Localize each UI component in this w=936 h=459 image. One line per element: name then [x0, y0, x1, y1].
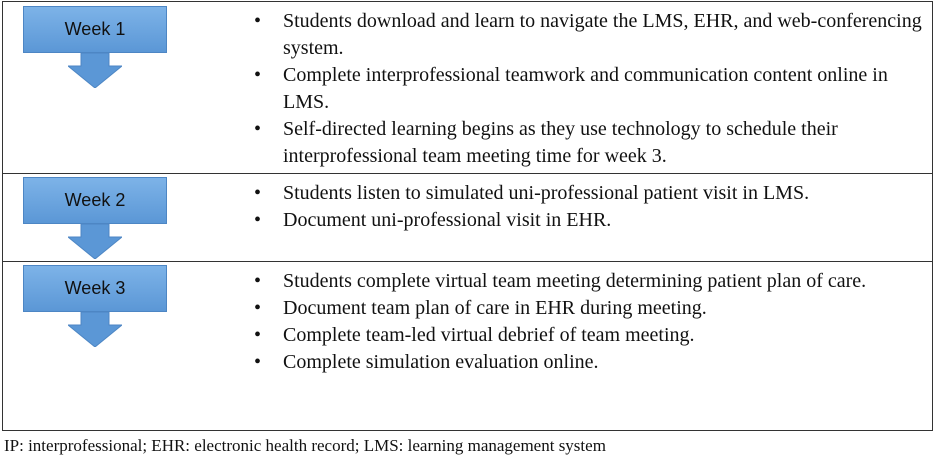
activity-item: • Students complete virtual team meeting determining patient plan of care.	[249, 268, 925, 295]
activity-item: • Complete interprofessional teamwork and communication content online in LMS.	[254, 64, 888, 113]
activity-item: • Students download and learn to navigate the LMS, EHR, and web-conferencing system.	[254, 10, 922, 59]
bullet-icon: •	[254, 64, 262, 86]
activity-item: • Complete team-led virtual debrief of team meeting.	[249, 322, 925, 349]
week-3-label: Week 3	[23, 265, 167, 312]
activity-item: • Complete simulation evaluation online.	[249, 349, 925, 376]
week-3-activities	[249, 268, 925, 376]
bullet-icon: •	[254, 118, 262, 140]
week-2-activities	[249, 180, 925, 234]
bullet-icon: •	[254, 10, 262, 32]
week-row-3	[3, 261, 932, 429]
abbreviations-footnote: IP: interprofessional; EHR: electronic health record; LMS: learning management system	[4, 436, 606, 455]
week-row-1	[3, 2, 932, 173]
week-row-2	[3, 173, 932, 261]
bullet-icon: •	[254, 297, 262, 319]
activity-item: • Document uni-professional visit in EHR.	[249, 207, 925, 234]
activity-item: • Self-directed learning begins as they use technology to schedule their interprofessional team meeting time for week 3.	[254, 118, 838, 167]
down-arrow-icon	[68, 224, 122, 259]
activity-item: • Students listen to simulated uni-professional patient visit in LMS.	[249, 180, 925, 207]
down-arrow-icon	[68, 53, 122, 88]
bullet-icon: •	[254, 182, 262, 204]
bullet-icon: •	[254, 351, 262, 373]
bullet-icon: •	[254, 324, 262, 346]
schedule-table	[2, 1, 933, 431]
bullet-icon: •	[254, 270, 262, 292]
week-2-label: Week 2	[23, 177, 167, 224]
week-1-label: Week 1	[23, 6, 167, 53]
activity-item: • Document team plan of care in EHR during meeting.	[249, 295, 925, 322]
week-1-activities	[249, 8, 925, 170]
bullet-icon: •	[254, 209, 262, 231]
down-arrow-icon	[68, 312, 122, 347]
